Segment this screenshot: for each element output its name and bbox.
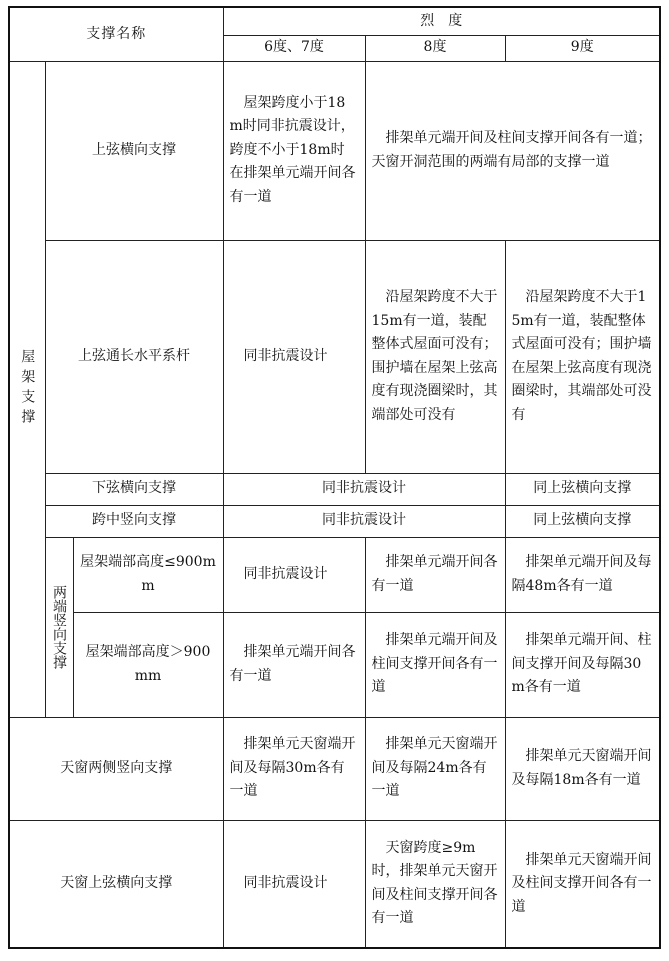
cell-r7-deg9: 排架单元天窗端开间及每隔18m各有一道	[505, 717, 660, 820]
bracing-requirements-table	[8, 6, 661, 949]
cell-r2-deg8: 沿屋架跨度不大于15m有一道，装配整体式屋面可没有；围护墙在屋架上弦高度有现浇圈梁时，其端部处可没有	[365, 240, 505, 473]
cell-r3-deg9: 同上弦横向支撑	[505, 473, 660, 505]
cell-r2-deg9: 沿屋架跨度不大于15m有一道，装配整体式屋面可没有；围护墙在屋架上弦高度有现浇圈梁时，其端部处可没有	[505, 240, 660, 473]
group-roof-truss-bracing: 屋架支撑	[9, 61, 45, 717]
row-name-skylight-upper-chord-transverse: 天窗上弦横向支撑	[9, 820, 223, 948]
group-end-vertical-bracing: 两端竖向支撑	[45, 537, 73, 717]
row-name-lower-chord-transverse: 下弦横向支撑	[45, 473, 223, 505]
row-name-end-height-gt-900: 屋架端部高度＞900mm	[73, 612, 223, 717]
header-degree-6-7: 6度、7度	[223, 35, 365, 61]
cell-r7-deg67: 排架单元天窗端开间及每隔30m各有一道	[223, 717, 365, 820]
cell-r6-deg67: 排架单元端开间各有一道	[223, 612, 365, 717]
row-name-skylight-side-vertical: 天窗两侧竖向支撑	[9, 717, 223, 820]
cell-r7-deg8: 排架单元天窗端开间及每隔24m各有一道	[365, 717, 505, 820]
cell-r6-deg9: 排架单元端开间、柱间支撑开间及每隔30m各有一道	[505, 612, 660, 717]
cell-r4-deg9: 同上弦横向支撑	[505, 505, 660, 537]
cell-r5-deg8: 排架单元端开间各有一道	[365, 537, 505, 612]
header-degree-9: 9度	[505, 35, 660, 61]
row-name-upper-chord-transverse: 上弦横向支撑	[45, 61, 223, 240]
header-degree-8: 8度	[365, 35, 505, 61]
cell-r3-deg678: 同非抗震设计	[223, 473, 505, 505]
header-intensity: 烈 度	[223, 7, 660, 35]
cell-r8-deg8: 天窗跨度≥9m时，排架单元天窗开间及柱间支撑开间各有一道	[365, 820, 505, 948]
cell-r2-deg67: 同非抗震设计	[223, 240, 365, 473]
header-name-column: 支撑名称	[9, 7, 223, 61]
cell-r5-deg67: 同非抗震设计	[223, 537, 365, 612]
cell-r1-deg89: 排架单元端开间及柱间支撑开间各有一道；天窗开洞范围的两端有局部的支撑一道	[365, 61, 660, 240]
row-name-midspan-vertical: 跨中竖向支撑	[45, 505, 223, 537]
cell-r4-deg678: 同非抗震设计	[223, 505, 505, 537]
cell-r8-deg9: 排架单元天窗端开间及柱间支撑开间各有一道	[505, 820, 660, 948]
row-name-upper-chord-tie: 上弦通长水平系杆	[45, 240, 223, 473]
cell-r6-deg8: 排架单元端开间及柱间支撑开间各有一道	[365, 612, 505, 717]
cell-r8-deg67: 同非抗震设计	[223, 820, 365, 948]
row-name-end-height-le-900: 屋架端部高度≤900mm	[73, 537, 223, 612]
cell-r1-deg67: 屋架跨度小于18m时同非抗震设计，跨度不小于18m时在排架单元端开间各有一道	[223, 61, 365, 240]
cell-r5-deg9: 排架单元端开间及每隔48m各有一道	[505, 537, 660, 612]
